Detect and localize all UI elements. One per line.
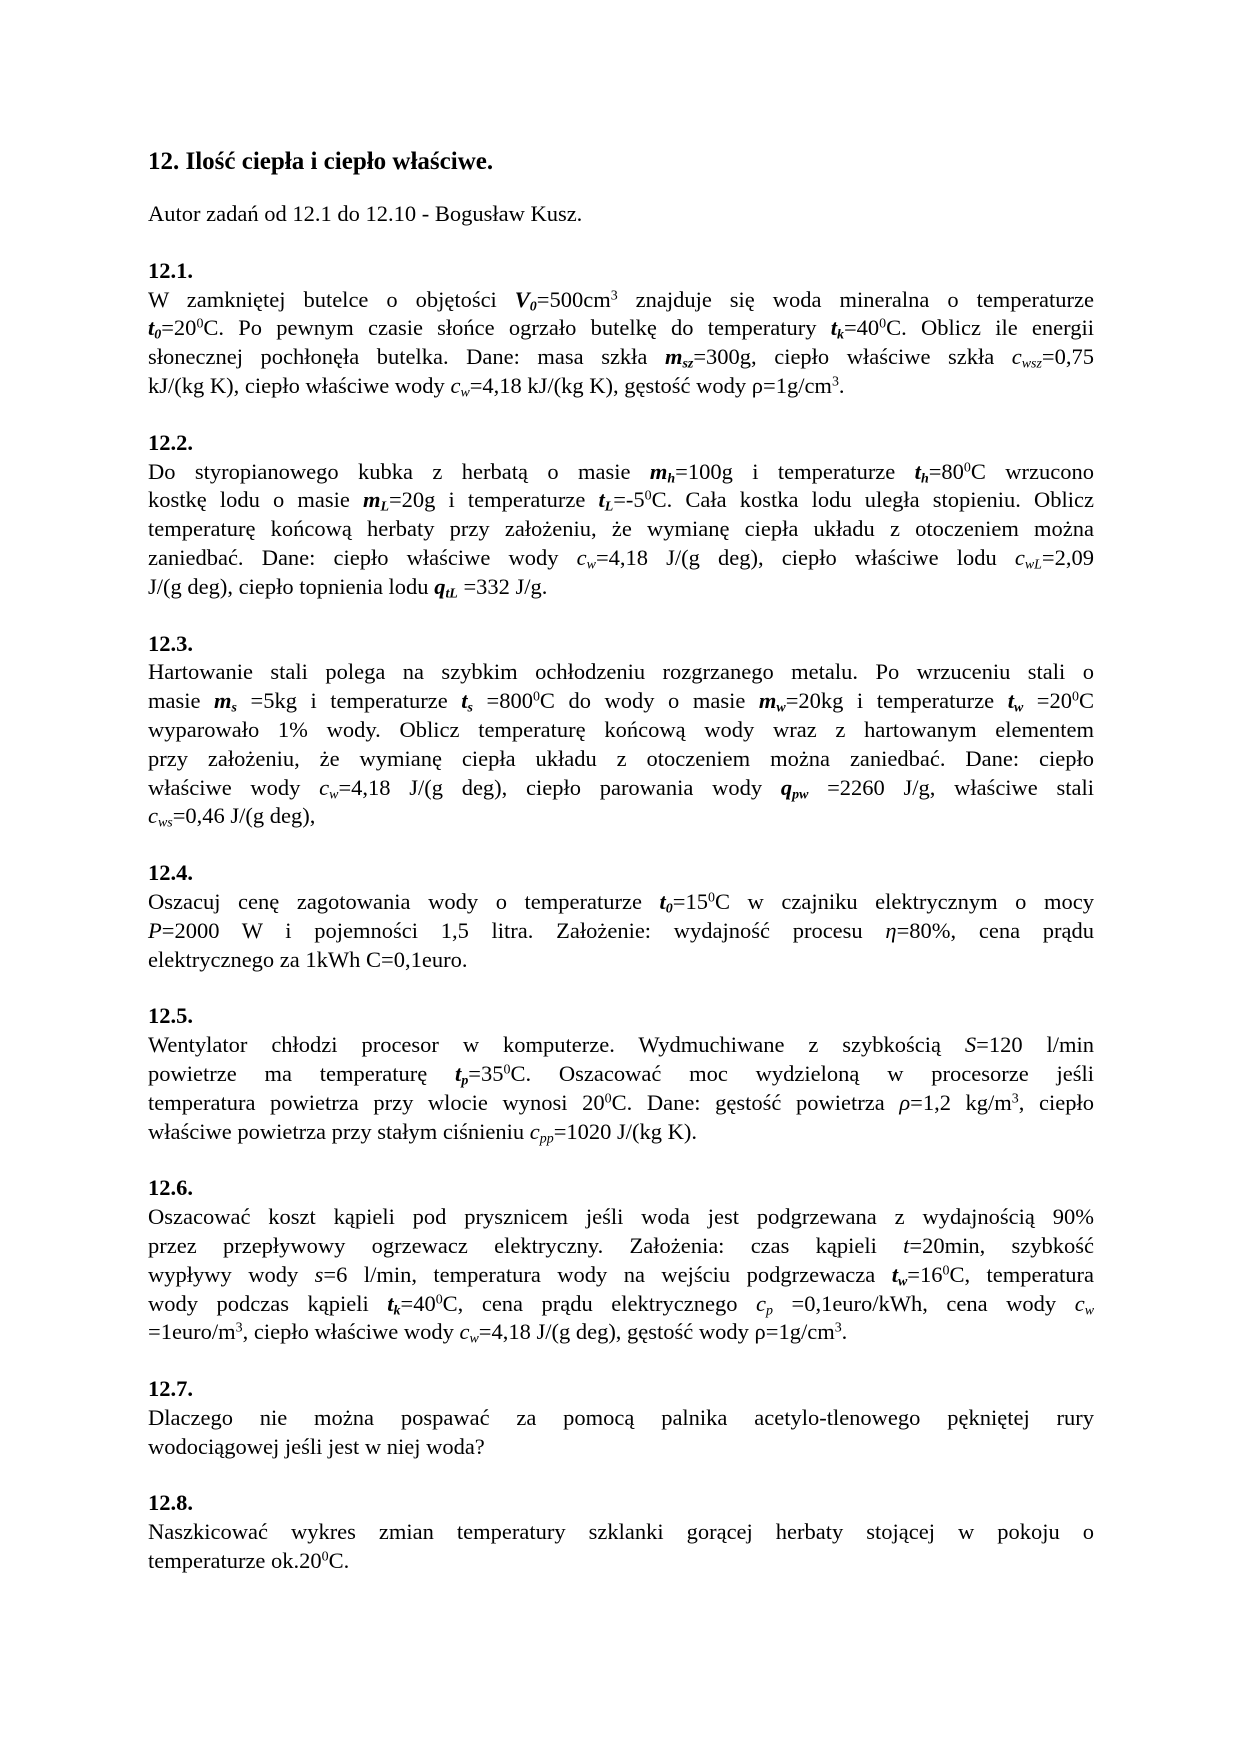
problem-number: 12.5.: [148, 1003, 193, 1029]
problem-text-line: wypływy wody s=6 l/min, temperatura wody na wejściu podgrzewacza $t_w=16^0C$, temperatura: [148, 1261, 1094, 1290]
problem-text-line: Naszkicować wykres zmian temperatury szklanki gorącej herbaty stojącej w pokoju o: [148, 1519, 1094, 1545]
problem-text-line: $t_0=20^0C$. Po pewnym czasie słońce ogrzało butelkę do temperatury $t_k=40^0C$. Oblicz ile energii: [148, 315, 1094, 343]
problem-text-line: właściwe wody $c_w=4,18$ J/(g deg), ciepło parowania wody $q_{pw} =2260$ J/g, właściwe stali: [148, 774, 1094, 803]
problem-text-line: temperaturę końcową herbaty przy założeniu, że wymianę ciepła układu z otoczeniem można: [148, 516, 1094, 542]
problem-text-line: wyparowało 1% wody. Oblicz temperaturę końcową wody wraz z hartowanym elementem: [148, 716, 1094, 742]
problem-text-line: właściwe powietrza przy stałym ciśnieniu $c_{pp}=1020$ J/(kg K).: [148, 1118, 698, 1146]
problem-text-line: temperaturze $ok.20^0C$.: [148, 1548, 350, 1574]
problem-number: 12.3.: [148, 630, 193, 656]
problem-list: [148, 257, 1094, 1576]
problem-text-line: wodociągowej jeśli jest w niej woda?: [148, 1433, 485, 1459]
problem-text-line: J/(g deg), ciepło topnienia lodu $q_{tL} =332$ J/g.: [148, 573, 548, 602]
problem-text-line: temperatura powietrza przy wlocie wynosi $20^0C$. Dane: gęstość powietrza ρ=1,2 $kg/m^3$, ciepło: [148, 1089, 1094, 1115]
problem-text-line: elektrycznego za 1kWh C=0,1euro.: [148, 946, 468, 972]
problem-text-line: przy założeniu, że wymianę ciepła układu z otoczeniem można zaniedbać. Dane: ciepło: [148, 745, 1094, 771]
problem-8: [148, 1489, 1094, 1575]
problem-4: [148, 859, 1094, 974]
problem-text-line: $=1euro/m^3$, ciepło właściwe wody $c_w=4,18$ J/(g deg), gęstość wody $\rho=1g/cm^3$.: [148, 1319, 848, 1347]
problem-text-line: przez przepływowy ogrzewacz elektryczny. Założenia: czas kąpieli t=20min, szybkość: [148, 1232, 1094, 1258]
problem-6: [148, 1174, 1094, 1347]
problem-7: [148, 1375, 1094, 1461]
problem-text-line: powietrze ma temperaturę $t_p=35^0C$. Oszacować moc wydzieloną w procesorze jeśli: [148, 1060, 1094, 1089]
problem-number: 12.7.: [148, 1376, 193, 1402]
problem-number: 12.1.: [148, 257, 193, 283]
author-line: Autor zadań od 12.1 do 12.10 - Bogusław Kusz.: [148, 201, 583, 226]
problem-1: [148, 257, 1094, 401]
problem-text-line: Oszacuj cenę zagotowania wody o temperaturze $t_0=15^0C$ w czajniku elektrycznym o mocy: [148, 888, 1094, 917]
document-content: [148, 146, 1094, 1604]
problem-text-line: Hartowanie stali polega na szybkim ochłodzeniu rozgrzanego metalu. Po wrzuceniu stali o: [148, 659, 1094, 685]
problem-text-line: $c_{ws}=0,46$ J/(g deg),: [148, 803, 316, 831]
problem-text-line: Oszacować koszt kąpieli pod prysznicem jeśli woda jest podgrzewana z wydajnością 90%: [148, 1204, 1094, 1230]
page-title: 12. Ilość ciepła i ciepło właściwe.: [148, 148, 494, 175]
problem-text-line: wody podczas kąpieli $t_k=40^0C$, cena prądu elektrycznego $c_p$ =0,1euro/kWh, cena wody $c_w$: [148, 1290, 1094, 1318]
problem-number: 12.2.: [148, 429, 193, 455]
problem-5: [148, 1002, 1094, 1146]
problem-text-line: kJ/(kg K), ciepło właściwe wody $c_w=4,18$ kJ/(kg K), gęstość wody $\rho=1g/cm^3$.: [148, 372, 845, 401]
problem-2: [148, 429, 1094, 602]
problem-number: 12.8.: [148, 1490, 193, 1516]
problem-text-line: słonecznej pochłonęła butelka. Dane: masa szkła $m_{sz}=300g$, ciepło właściwe szkła $c_{wsz}=0,75$: [148, 344, 1094, 372]
problem-number: 12.4.: [148, 860, 193, 886]
problem-text-line: kostkę lodu o masie $m_L=20g$ i temperaturze $t_L=-5^0C$. Cała kostka lodu uległa stopieniu. Oblicz: [148, 487, 1094, 515]
problem-text-line: Dlaczego nie można pospawać za pomocą palnika acetylo-tlenowego pękniętej rury: [148, 1404, 1094, 1430]
problem-text-line: masie $m_s =5kg$ i temperaturze $t_s =800^0C$ do wody o masie $m_w=20kg$ i temperaturze $t_w =20^0C$: [148, 688, 1094, 716]
problem-text-line: P=2000 W i pojemności 1,5 litra. Założenie: wydajność procesu η=80%, cena prądu: [148, 917, 1095, 943]
problem-text-line: zaniedbać. Dane: ciepło właściwe wody $c_w=4,18$ J/(g deg), ciepło właściwe lodu $c_{wL}=2,09$: [148, 544, 1094, 573]
problem-text-line: Do styropianowego kubka z herbatą o masie $m_h=100g$ i temperaturze $t_h=80^0C$ wrzucono: [148, 458, 1094, 487]
problem-number: 12.6.: [148, 1175, 193, 1201]
problem-3: [148, 630, 1094, 832]
problem-text-line: W zamkniętej butelce o objętości $V_0=500cm^3$ znajduje się woda mineralna o temperaturze: [148, 286, 1094, 315]
problem-text-line: Wentylator chłodzi procesor w komputerze. Wydmuchiwane z szybkością S=120 l/min: [148, 1032, 1094, 1058]
